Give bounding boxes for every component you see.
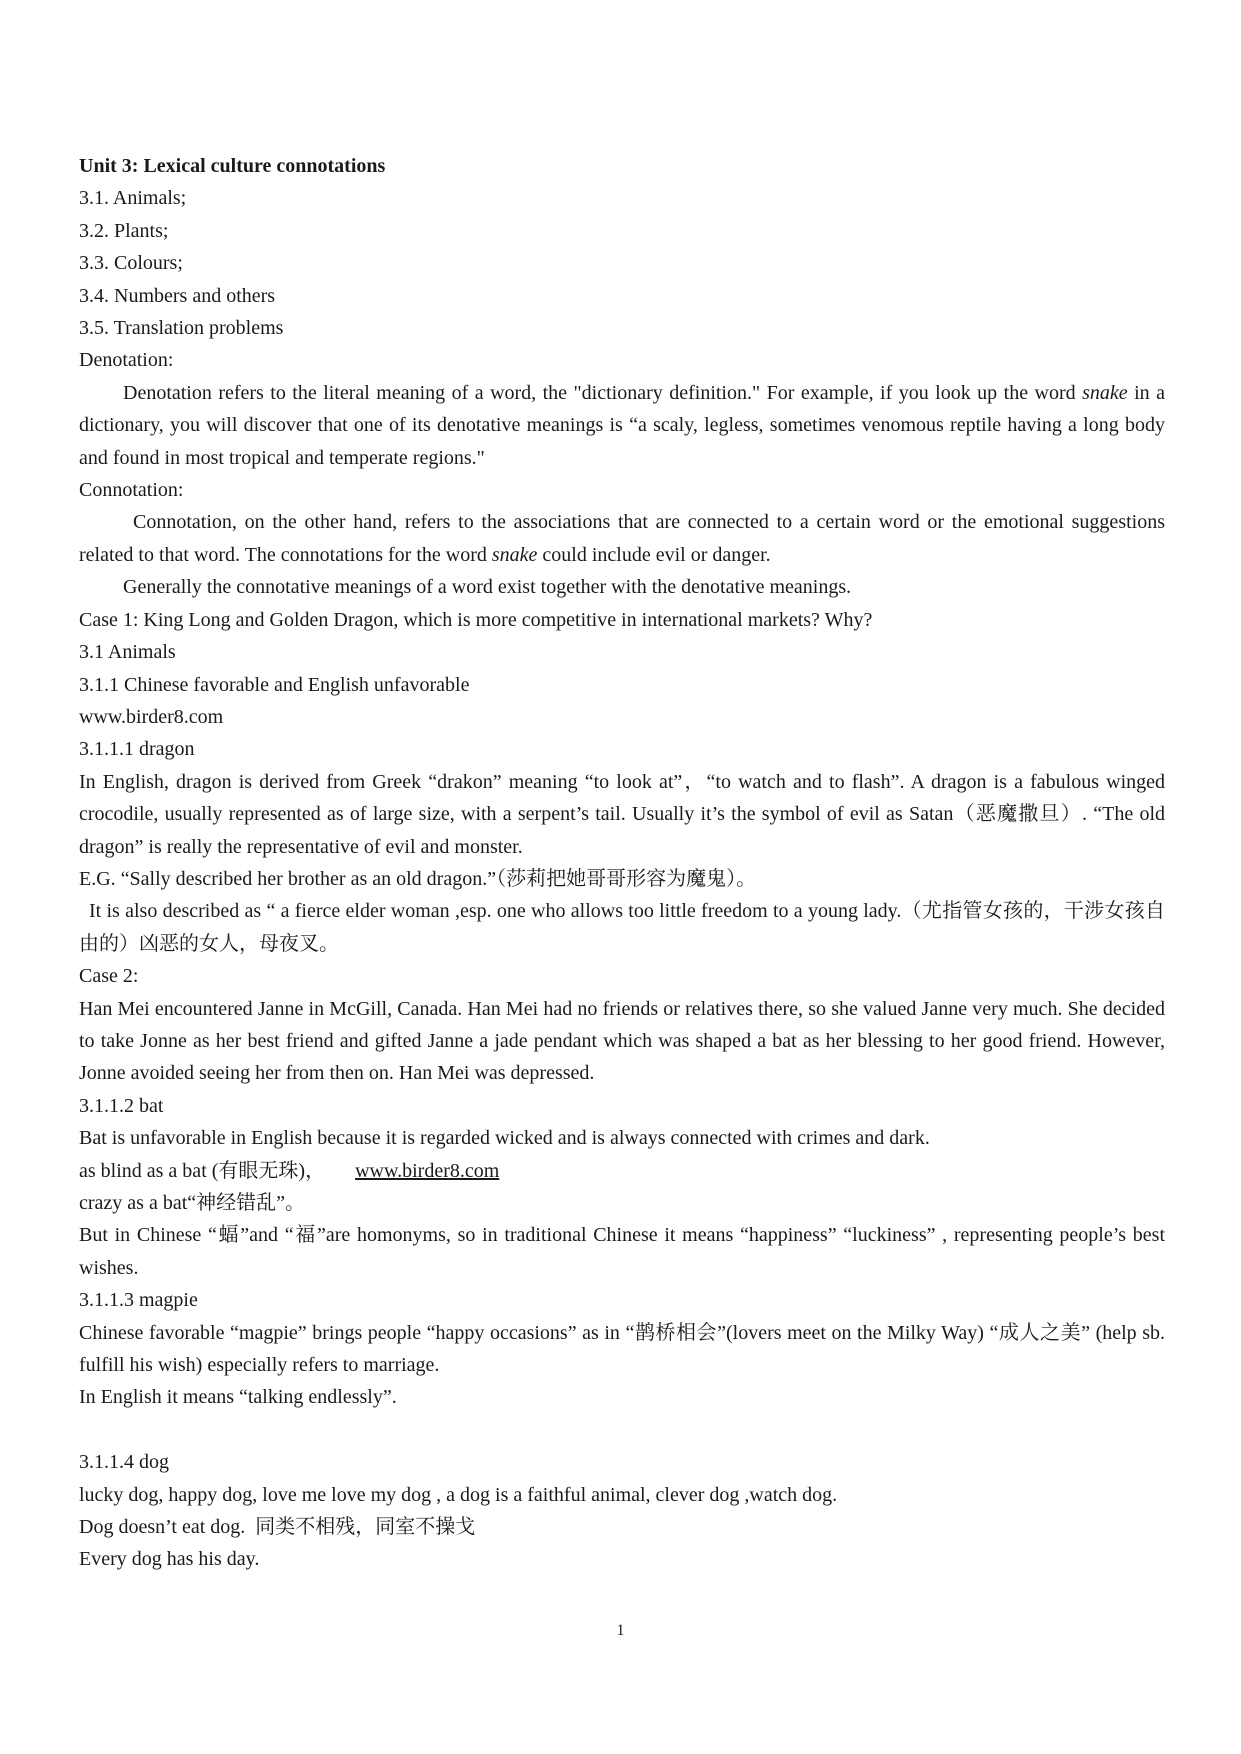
connotation-paragraph-2: Generally the connotative meanings of a word exist together with the denotative meanings.: [123, 576, 852, 599]
dragon-heading: 3.1.1.1 dragon: [79, 738, 195, 761]
section-animals: 3.1 Animals: [79, 641, 176, 664]
dog-proverb-1: Dog doesn’t eat dog. 同类不相残，同室不操戈: [79, 1516, 476, 1539]
subsection-chinese-favorable: 3.1.1 Chinese favorable and English unfavorable: [79, 673, 470, 696]
denotation-italic-word: snake: [1082, 381, 1128, 404]
bat-heading: 3.1.1.2 bat: [79, 1094, 164, 1117]
magpie-english-meaning: In English it means “talking endlessly”.: [79, 1386, 397, 1409]
magpie-paragraph: Chinese favorable “magpie” brings people “happy occasions” as in “鹊桥相会”(lovers meet on the Milky Way) “成人之美” (help sb. fulfill his wish) especially refers to marriage.: [79, 1321, 1165, 1377]
bat-paragraph: Bat is unfavorable in English because it is regarded wicked and is always connected with crimes and dark.: [79, 1127, 930, 1150]
toc-item-animals: 3.1. Animals;: [79, 187, 187, 210]
bat-paragraph-2: But in Chinese “蝠”and “福”are homonyms, so in traditional Chinese it means “happiness” “luckiness” , representing people’s best wishes.: [79, 1224, 1165, 1279]
toc-item-colours: 3.3. Colours;: [79, 252, 183, 275]
magpie-heading: 3.1.1.3 magpie: [79, 1289, 198, 1312]
denotation-heading: Denotation:: [79, 349, 174, 372]
toc-item-plants: 3.2. Plants;: [79, 219, 169, 242]
unit-title: Unit 3: Lexical culture connotations: [79, 155, 386, 177]
connotation-italic-word: snake: [491, 543, 538, 566]
toc-item-translation: 3.5. Translation problems: [79, 317, 284, 340]
website-text: www.birder8.com: [79, 705, 224, 728]
connotation-heading: Connotation:: [79, 479, 184, 502]
page-number: 1: [616, 1622, 625, 1639]
dog-phrases: lucky dog, happy dog, love me love my dog , a dog is a faithful animal, clever dog ,watch dog.: [79, 1483, 838, 1506]
bat-idiom-crazy: crazy as a bat“神经错乱”。: [79, 1192, 306, 1214]
toc-item-numbers: 3.4. Numbers and others: [79, 284, 276, 307]
connotation-paragraph: Connotation, on the other hand, refers to the associations that are connected to a certain word or the emotional suggestions related to that word. The connotations for the word snake could include evil or danger.: [79, 511, 1165, 566]
bat-idiom-blind: as blind as a bat (有眼无珠)， www.birder8.com: [79, 1159, 500, 1182]
dragon-example: E.G. “Sally described her brother as an old dragon.”（莎莉把她哥哥形容为魔鬼）。: [79, 867, 757, 890]
case-1: Case 1: King Long and Golden Dragon, which is more competitive in international markets? Why?: [79, 608, 873, 631]
document-body: [79, 150, 1165, 1576]
dragon-paragraph-2: It is also described as “ a fierce elder woman ,esp. one who allows too little freedom to a young lady.（尤指管女孩的，干涉女孩自由的）凶恶的女人，母夜叉。: [79, 900, 1165, 955]
dog-proverb-2: Every dog has his day.: [79, 1548, 260, 1571]
case-2-paragraph: Han Mei encountered Janne in McGill, Canada. Han Mei had no friends or relatives there, so she valued Janne very much. She decided to take Jonne as her best friend and gifted Janne a jade pendant which was shaped a bat as her blessing to her good friend. However, Jonne avoided seeing her from then on. Han Mei was depressed.: [79, 997, 1165, 1085]
dog-heading: 3.1.1.4 dog: [79, 1451, 169, 1474]
case-2-heading: Case 2:: [79, 965, 139, 988]
blank-line: [79, 1414, 1165, 1446]
dragon-paragraph: In English, dragon is derived from Greek “drakon” meaning “to look at”，“to watch and to flash”. A dragon is a fabulous winged crocodile, usually represented as of large size, with a serpent’s tail. Usually it’s the symbol of evil as Satan（恶魔撒旦）. “The old dragon” is really the representative of evil and monster.: [79, 770, 1165, 858]
denotation-paragraph: Denotation refers to the literal meaning of a word, the "dictionary definition." For example, if you look up the word snake in a dictionary, you will discover that one of its denotative meanings is “a scaly, legless, sometimes venomous reptile having a long body and found in most tropical and temperate regions.": [79, 381, 1165, 469]
website-link[interactable]: www.birder8.com: [355, 1159, 500, 1182]
